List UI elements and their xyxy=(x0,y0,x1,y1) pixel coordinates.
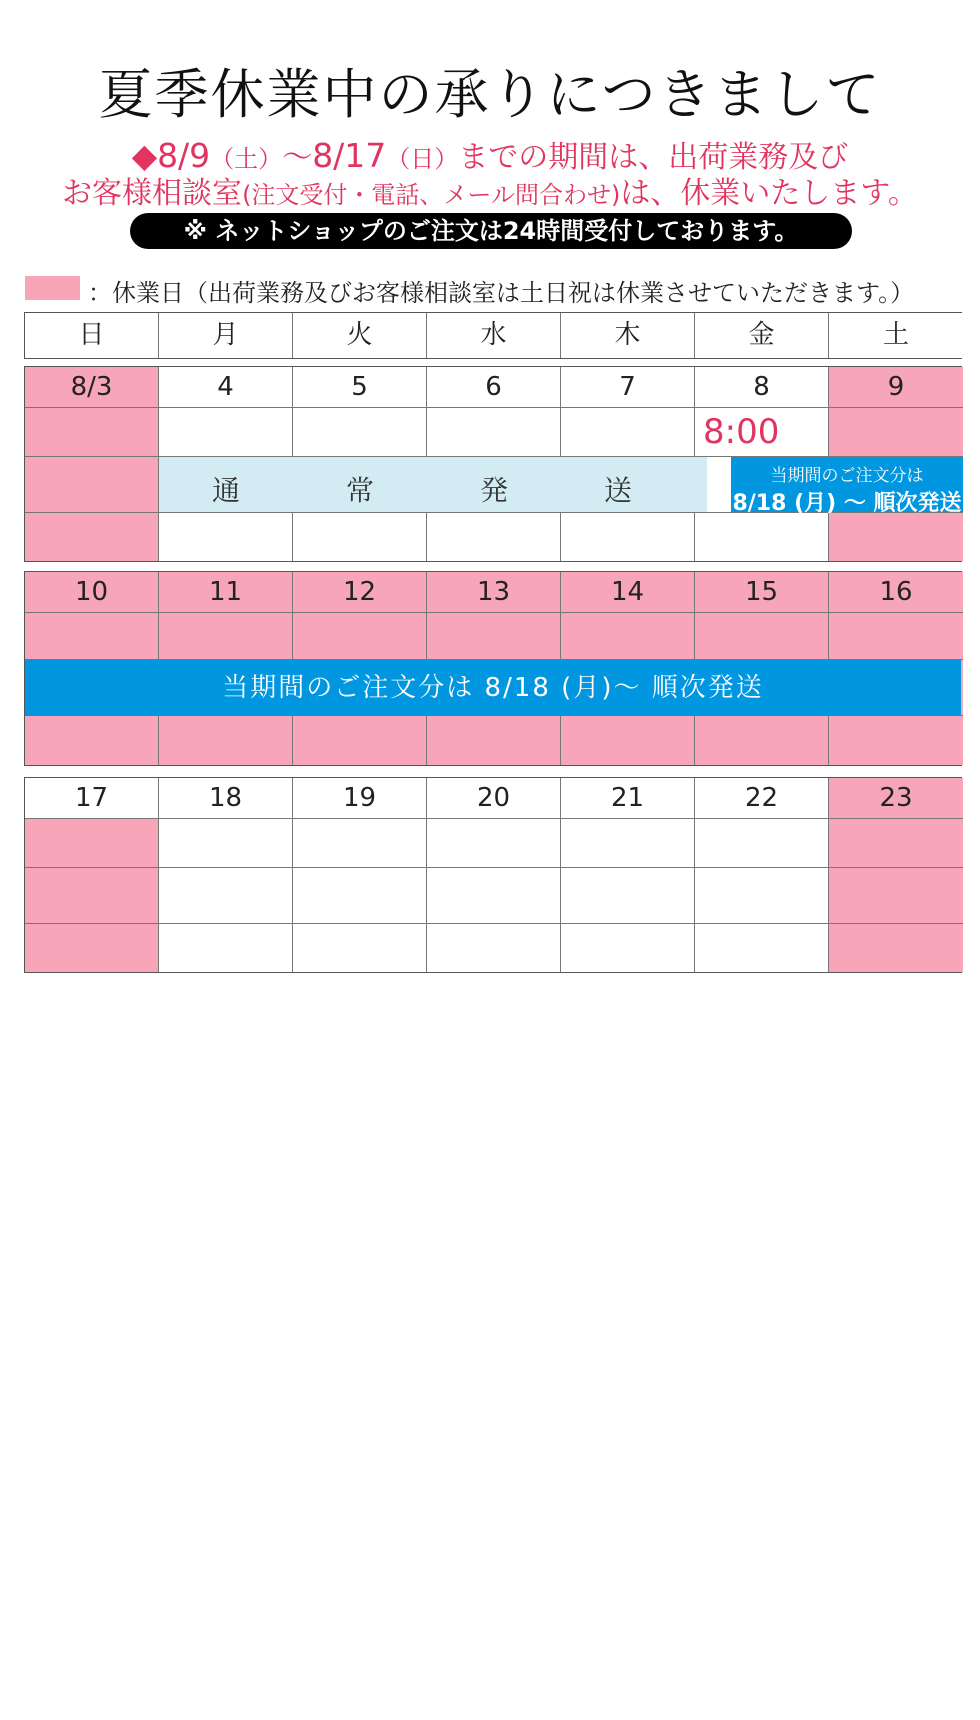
weekday-2: 火 xyxy=(293,313,427,358)
day-cell: 15 xyxy=(695,572,829,613)
calendar-cell xyxy=(427,819,561,868)
day-cell: 18 xyxy=(159,778,293,819)
calendar-cell xyxy=(695,513,829,561)
day-cell: 19 xyxy=(293,778,427,819)
calendar-cell xyxy=(159,924,293,972)
day-cell: 20 xyxy=(427,778,561,819)
day-cell: 16 xyxy=(829,572,963,613)
page-title: 夏季休業中の承りにつきまして xyxy=(98,63,882,126)
calendar-cell xyxy=(25,457,159,513)
day-cell: 13 xyxy=(427,572,561,613)
sequential-shipping-band: 当期間のご注文分は 8/18 (月)～ 順次発送 xyxy=(25,660,961,716)
day-cell: 8 xyxy=(695,367,829,408)
calendar-cell xyxy=(561,716,695,765)
calendar-cell xyxy=(829,408,963,457)
closure-closed: は、休業いたします。 xyxy=(620,176,918,211)
calendar-cell xyxy=(427,513,561,561)
calendar-cell xyxy=(829,613,963,660)
closure-start: ◆8/9 xyxy=(131,136,211,175)
calendar-cell xyxy=(25,924,159,972)
calendar-cell xyxy=(427,613,561,660)
calendar-cell xyxy=(293,716,427,765)
calendar-cell xyxy=(829,924,963,972)
calendar-cell xyxy=(561,819,695,868)
calendar-cell xyxy=(293,924,427,972)
day-cell: 17 xyxy=(25,778,159,819)
calendar-cell xyxy=(695,819,829,868)
closure-dept-detail: (注文受付・電話、メール問合わせ) xyxy=(242,181,621,209)
week-3 xyxy=(24,777,962,973)
calendar-cell xyxy=(561,868,695,924)
day-cell: 22 xyxy=(695,778,829,819)
closure-end: 8/17 xyxy=(312,136,387,175)
calendar-cell xyxy=(561,613,695,660)
day-cell: 4 xyxy=(159,367,293,408)
weekday-6: 土 xyxy=(829,313,963,358)
day-cell: 11 xyxy=(159,572,293,613)
sequential-shipping-line1: 当期間のご注文分は xyxy=(770,466,924,486)
calendar-cell xyxy=(159,819,293,868)
calendar-cell xyxy=(25,868,159,924)
closure-start-weekday: （土） xyxy=(210,145,283,173)
normal-shipping-char: 送 xyxy=(604,474,633,507)
weekday-5: 金 xyxy=(695,313,829,358)
calendar-cell xyxy=(561,924,695,972)
day-cell: 21 xyxy=(561,778,695,819)
week-1 xyxy=(24,366,962,562)
closure-desc: までの期間は、出荷業務及び xyxy=(458,140,849,175)
calendar-cell xyxy=(427,408,561,457)
day-cell: 23 xyxy=(829,778,963,819)
sequential-shipping-line2: 8/18 (月) ～ 順次発送 xyxy=(732,491,962,516)
closure-tilde: ～ xyxy=(282,140,313,175)
day-cell: 6 xyxy=(427,367,561,408)
weekday-3: 水 xyxy=(427,313,561,358)
calendar-cell xyxy=(159,613,293,660)
calendar-cell xyxy=(695,868,829,924)
closure-notice-line2 xyxy=(0,168,980,212)
calendar-cell xyxy=(427,924,561,972)
calendar-cell xyxy=(25,613,159,660)
calendar-cell xyxy=(829,716,963,765)
day-cell: 9 xyxy=(829,367,963,408)
day-cell: 14 xyxy=(561,572,695,613)
order-cutoff-time: 8:00 xyxy=(703,412,780,452)
week-2 xyxy=(24,571,962,766)
calendar-cell xyxy=(695,613,829,660)
weekday-1: 月 xyxy=(159,313,293,358)
calendar-cell xyxy=(293,868,427,924)
calendar-cell xyxy=(293,513,427,561)
closure-dept: お客様相談室 xyxy=(62,176,243,211)
calendar-cell xyxy=(561,513,695,561)
sequential-shipping-box xyxy=(731,457,963,516)
day-cell: 12 xyxy=(293,572,427,613)
calendar-cell xyxy=(159,716,293,765)
weekday-0: 日 xyxy=(25,313,159,358)
day-cell: 5 xyxy=(293,367,427,408)
calendar-cell xyxy=(159,868,293,924)
calendar-cell xyxy=(829,819,963,868)
legend-text: ：休業日（出荷業務及びお客様相談室は土日祝は休業させていただきます。） xyxy=(88,279,915,307)
calendar-cell xyxy=(293,819,427,868)
closure-end-weekday: （日） xyxy=(386,145,459,173)
calendar-cell xyxy=(695,924,829,972)
calendar-cell xyxy=(427,868,561,924)
calendar-cell xyxy=(293,613,427,660)
weekday-header xyxy=(24,312,962,359)
calendar-cell xyxy=(293,408,427,457)
calendar-cell xyxy=(25,513,159,561)
normal-shipping-char: 常 xyxy=(346,474,375,507)
weekday-4: 木 xyxy=(561,313,695,358)
calendar-cell xyxy=(159,513,293,561)
calendar-cell xyxy=(561,408,695,457)
day-cell: 10 xyxy=(25,572,159,613)
calendar-cell xyxy=(25,408,159,457)
day-cell: 7 xyxy=(561,367,695,408)
calendar-cell xyxy=(695,716,829,765)
normal-shipping-char: 通 xyxy=(212,474,241,507)
calendar-cell xyxy=(829,868,963,924)
normal-shipping-char: 発 xyxy=(480,474,509,507)
calendar-cell xyxy=(159,408,293,457)
calendar-cell xyxy=(829,513,963,561)
calendar-cell xyxy=(427,716,561,765)
day-cell: 8/3 xyxy=(25,367,159,408)
calendar-cell xyxy=(25,716,159,765)
calendar-cell xyxy=(25,819,159,868)
legend-swatch xyxy=(25,276,80,300)
shop-24h-note: ※ ネットショップのご注文は24時間受付しております。 xyxy=(130,213,852,249)
